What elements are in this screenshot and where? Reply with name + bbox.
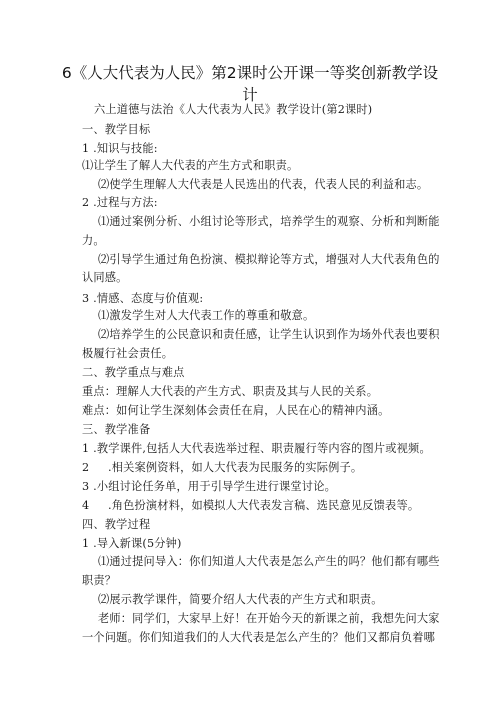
teacher-speech-line1: 老师：同学们，大家早上好！在开始今天的新课之前，我想先问大家: [98, 612, 440, 625]
objective-emotion-2-line1: ⑵培养学生的公民意识和责任感，让学生认识到作为场外代表也要积: [98, 328, 440, 341]
preparation-item-3: 3 .小组讨论任务单，用于引导学生进行课堂讨论。: [82, 480, 336, 493]
objective-process-1-line2: 力。: [82, 234, 105, 247]
objective-process-2-line1: ⑵引导学生通过角色扮演、模拟辩论等方式，增强对人大代表角色的: [98, 253, 440, 266]
title-line-2: 计: [242, 86, 258, 104]
objective-process-heading: 2 .过程与方法:: [82, 196, 158, 209]
section-heading-process: 四、教学过程: [82, 518, 151, 531]
step-1-heading: 1 .导入新课(5分钟): [82, 537, 182, 550]
objective-emotion-heading: 3 .情感、态度与价值观:: [82, 292, 204, 305]
objective-emotion-1: ⑴激发学生对人大代表工作的尊重和敬意。: [98, 309, 315, 322]
step-1-item-2: ⑵展示教学课件，简要介绍人大代表的产生方式和职责。: [98, 593, 383, 606]
objective-emotion-2-line2: 极履行社会责任。: [82, 347, 174, 360]
objective-knowledge-1: ⑴让学生了解人大代表的产生方式和职责。: [82, 159, 299, 172]
section-heading-objectives: 一、教学目标: [82, 123, 151, 136]
title-line-1: 6《人大代表为人民》第2课时公开课一等奖创新教学设: [61, 64, 439, 82]
section-heading-key-points: 二、教学重点与难点: [82, 366, 185, 379]
objective-process-2-line2: 认同感。: [82, 271, 128, 284]
preparation-item-2-number: 2: [82, 461, 90, 474]
preparation-item-4-number: 4: [82, 499, 90, 512]
teacher-speech-line2: 一个问题。你们知道我们的人大代表是怎么产生的？他们又都肩负着哪: [82, 631, 436, 644]
preparation-item-4: [82, 499, 434, 513]
step-1-item-1-line1: ⑴通过提问导入：你们知道人大代表是怎么产生的吗？他们都有哪些: [98, 555, 440, 568]
objective-knowledge-heading: 1 .知识与技能:: [82, 142, 158, 155]
step-1-item-1-line2: 职责？: [82, 574, 117, 587]
objective-process-1-line1: ⑴通过案例分析、小组讨论等形式，培养学生的观察、分析和判断能: [98, 215, 440, 228]
section-heading-preparation: 三、教学准备: [82, 423, 151, 436]
document-title: [60, 62, 440, 106]
objective-knowledge-2: ⑵使学生理解人大代表是人民选出的代表，代表人民的利益和志。: [98, 178, 429, 191]
preparation-item-1: 1 .教学课件,包括人大代表选举过程、职责履行等内容的图片或视频。: [82, 442, 431, 455]
difficult-point: 难点：如何让学生深刻体会责任在肩，人民在心的精神内涵。: [82, 404, 390, 417]
preparation-item-4-text: .角色扮演材料，如模拟人大代表发言稿、选民意见反馈表等。: [108, 499, 420, 512]
key-point: 重点：理解人大代表的产生方式、职责及其与人民的关系。: [82, 385, 379, 398]
preparation-item-2: [82, 461, 434, 475]
preparation-item-2-text: .相关案例资料，如人大代表为民服务的实际例子。: [108, 461, 363, 474]
subtitle: 六上道德与法治《人大代表为人民》教学设计(第2课时): [94, 103, 373, 116]
